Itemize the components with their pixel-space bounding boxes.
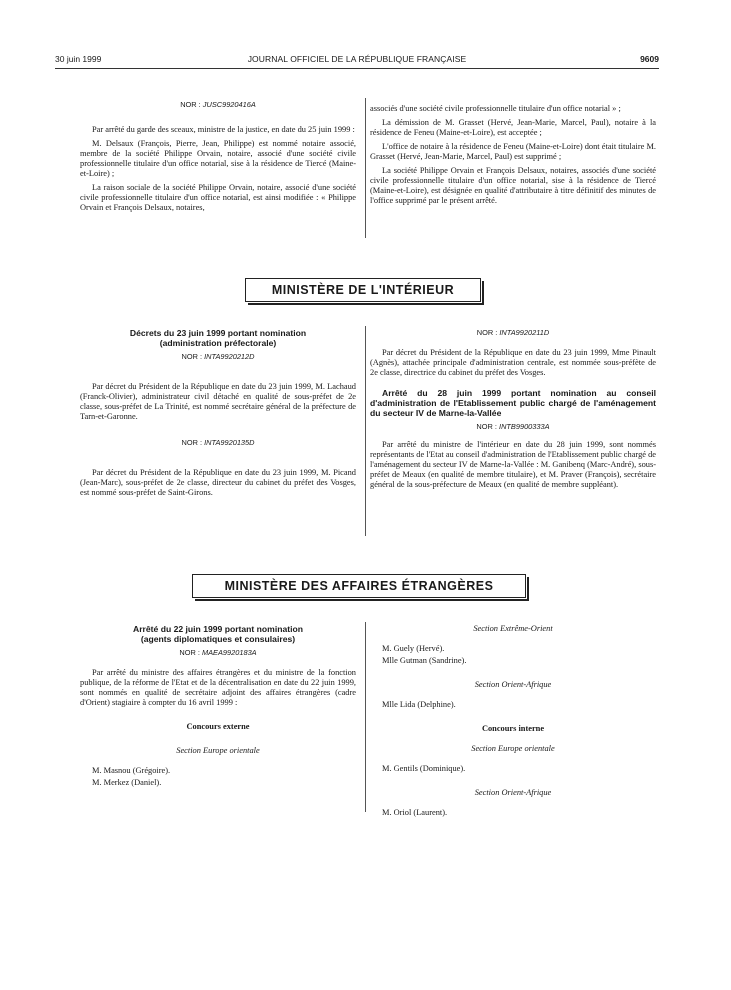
appointee-name: Mlle Lida (Delphine). (382, 700, 456, 709)
ministry-heading-etrangeres: MINISTÈRE DES AFFAIRES ÉTRANGÈRES (192, 574, 526, 598)
concours-heading: Concours interne (481, 724, 545, 733)
header-title: JOURNAL OFFICIEL DE LA RÉPUBLIQUE FRANÇAISE (247, 54, 467, 64)
paragraph: Par arrêté du ministre de l'intérieur en date du 28 juin 1999, sont nommés représentants de l'Etat au conseil d'administration de l'Etablissement public chargé de l'aménagement du secteur IV de Marne-la-Vallée : M. Ganibenq (Marc-André), sous-préfet de Meaux (en qualité de membre titulaire), et M. Praver (François), secrétaire général de la sous-préfecture de Meaux (en qualité de membre suppléant). (370, 440, 656, 489)
section-title: Arrêté du 22 juin 1999 portant nomination (agents diplomatiques et consulaires) (133, 624, 303, 644)
paragraph: La société Philippe Orvain et François Delsaux, notaires, associés d'une société civile professionnelle titulaire d'un office notarial, sise à la résidence de Tiercé (Maine-et-Loire), est désignée en qualité d'attributaire à titre définitif des minutes de l'office supprimé par le présent arrêté. (370, 166, 656, 205)
appointee-name: M. Merkez (Daniel). (92, 778, 162, 787)
nor-line: NOR : INTB9900333A (476, 422, 550, 431)
section-subheading: Section Orient-Afrique (474, 788, 552, 797)
paragraph: Par décret du Président de la République en date du 23 juin 1999, Mme Pinault (Agnès), attachée principale d'administration centrale, est nommée sous-préfète de 2e classe, directrice du cabinet du préfet des Vosges. (370, 348, 656, 377)
section-title: Décrets du 23 juin 1999 portant nomination (administration préfectorale) (129, 328, 307, 348)
paragraph: Par décret du Président de la République en date du 23 juin 1999, M. Lachaud (Franck-Olivier), administrateur civil détaché en qualité de sous-préfet de 2e classe, sous-préfet de La Trinité, est nommé secrétaire général de la préfecture de Tarn-et-Garonne. (80, 382, 356, 421)
header-page-number: 9609 (640, 54, 659, 64)
interieur-left-column (80, 328, 356, 502)
nor-line: NOR : INTA9920211D (476, 328, 550, 337)
top-left-column (80, 100, 356, 217)
paragraph: Par décret du Président de la République en date du 23 juin 1999, M. Picand (Jean-Marc), sous-préfet de 2e classe, directeur du cabinet du préfet des Vosges, est nommé sous-préfet de Saint-Girons. (80, 468, 356, 497)
appointee-name: Mlle Gutman (Sandrine). (382, 656, 467, 665)
nor-line: NOR : JUSC9920416A (180, 100, 256, 109)
concours-heading: Concours externe (186, 722, 250, 731)
etrangeres-right-column (370, 622, 656, 820)
appointee-name: M. Gentils (Dominique). (382, 764, 466, 773)
column-divider (365, 622, 366, 812)
paragraph: associés d'une société civile professionnelle titulaire d'un office notarial » ; (370, 104, 621, 113)
header-date: 30 juin 1999 (55, 54, 102, 64)
section-subheading: Section Europe orientale (471, 744, 555, 753)
paragraph: Par arrêté du garde des sceaux, ministre de la justice, en date du 25 juin 1999 : (92, 125, 355, 134)
section-title: Arrêté du 28 juin 1999 portant nomination au conseil d'administration de l'Etablissement public chargé de l'aménagement du secteur IV de Marne-la-Vallée (370, 388, 656, 418)
top-right-column (370, 104, 656, 210)
paragraph: Par arrêté du ministre des affaires étrangères et du ministre de la fonction publique, de la réforme de l'Etat et de la décentralisation en date du 22 juin 1999, sont nommés en qualité de secrétaire adjoint des affaires étrangères (cadre d'Orient) stagiaire à compter du 16 avril 1999 : (80, 668, 356, 707)
nor-line: NOR : INTA9920212D (181, 352, 255, 361)
column-divider (365, 98, 366, 238)
nor-line: NOR : MAEA9920183A (179, 648, 257, 657)
interieur-right-column (370, 328, 656, 494)
section-subheading: Section Europe orientale (176, 746, 260, 755)
paragraph: La démission de M. Grasset (Hervé, Jean-Marie, Marcel, Paul), notaire à la résidence de Feneu (Maine-et-Loire), est acceptée ; (370, 118, 656, 137)
appointee-name: M. Oriol (Laurent). (382, 808, 448, 817)
header-rule (55, 68, 659, 69)
paragraph: La raison sociale de la société Philippe Orvain, notaire, associé d'une société civile professionnelle titulaire d'un office notarial, est ainsi modifiée : « Philippe Orvain et François Delsaux, notaires, (80, 183, 356, 212)
paragraph: L'office de notaire à la résidence de Feneu (Maine-et-Loire) dont était titulaire M. Grasset (Hervé, Jean-Marie, Marcel, Paul) est supprimé ; (370, 142, 656, 161)
appointee-name: M. Masnou (Grégoire). (92, 766, 171, 775)
page-header (55, 54, 659, 68)
section-subheading: Section Extrême-Orient (473, 624, 553, 633)
etrangeres-left-column (80, 624, 356, 790)
paragraph: M. Delsaux (François, Pierre, Jean, Philippe) est nommé notaire associé, membre de la société Philippe Orvain, notaire, associé d'une société civile professionnelle titulaire d'un office notarial, sise à la résidence de Tiercé (Maine-et-Loire) ; (80, 139, 356, 178)
nor-line: NOR : INTA9920135D (181, 438, 255, 447)
appointee-name: M. Guely (Hervé). (382, 644, 445, 653)
ministry-heading-interieur: MINISTÈRE DE L'INTÉRIEUR (245, 278, 481, 302)
section-subheading: Section Orient-Afrique (474, 680, 552, 689)
column-divider (365, 326, 366, 536)
